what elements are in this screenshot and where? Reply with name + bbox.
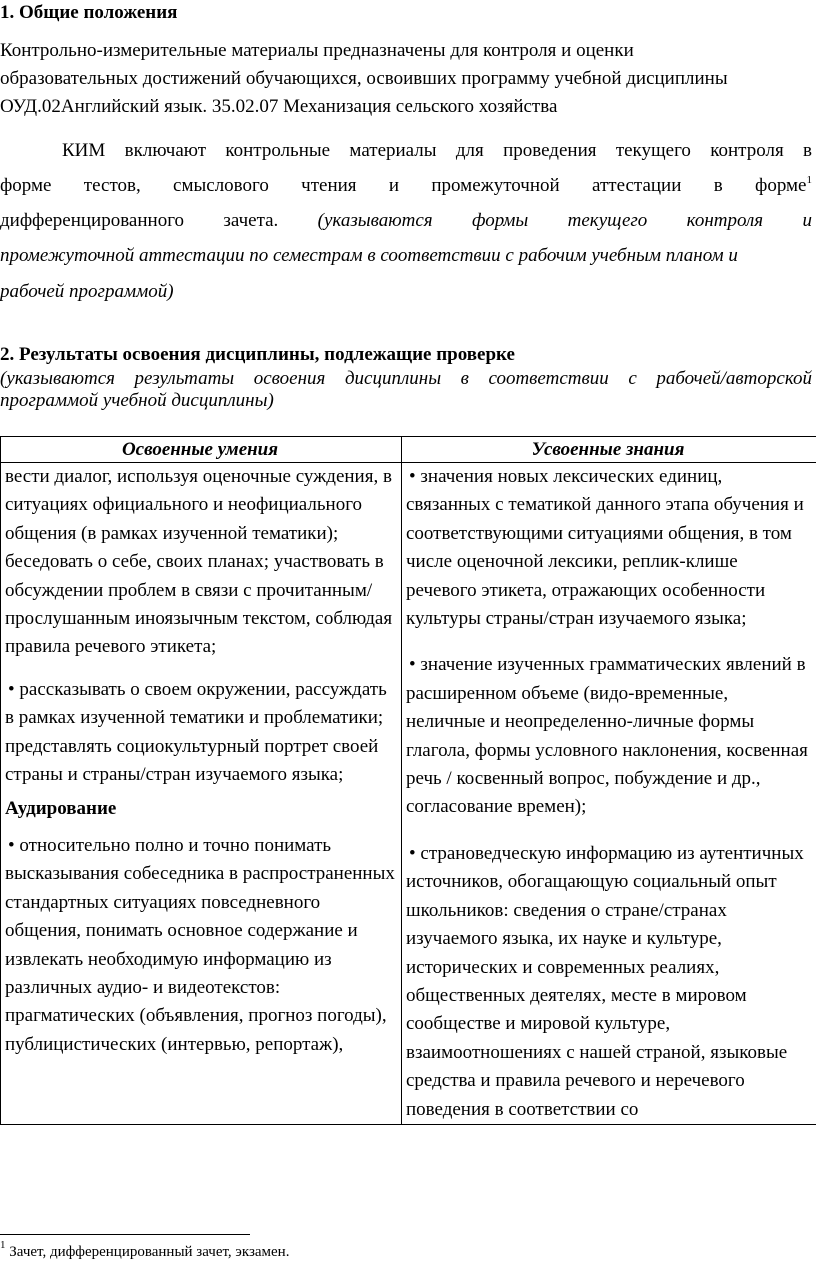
kim-line-2-text: форме тестов, смыслового чтения и промежуточной аттестации в форме xyxy=(0,175,807,196)
header-knowledge: Усвоенные знания xyxy=(402,437,816,463)
skill-narrate xyxy=(5,676,395,790)
table-row xyxy=(1,463,816,1125)
knowledge-cell xyxy=(402,463,816,1125)
kim-line-5: рабочей программой) xyxy=(0,281,174,302)
knowledge-grammar-text: значение изученных грамматических явлений в расширенном объеме (видо-временные, неличные и неопределенно-личные формы глагола, формы условного наклонения, косвенная речь / косвенный вопрос, побуждение и др., согласование времен); xyxy=(406,654,808,818)
section-2-note-line-1: (указываются результаты освоения дисциплины в соответствии с рабочей/авторской xyxy=(0,368,812,389)
skill-narrate-text: рассказывать о своем окружении, рассуждать в рамках изученной тематики и проблематики; представлять социокультурный портрет своей страны и страны/стран изучаемого языка; xyxy=(5,678,387,786)
results-table xyxy=(0,436,816,1125)
kim-line-3-normal: дифференцированного зачета. xyxy=(0,210,279,231)
kim-line-2 xyxy=(0,174,812,198)
footnote-text: Зачет, дифференцированный зачет, экзамен. xyxy=(9,1244,290,1260)
bullet-icon: • xyxy=(8,834,15,856)
footnote-mark: 1 xyxy=(0,1239,6,1251)
bullet-icon: • xyxy=(409,466,416,487)
intro-line-2: образовательных достижений обучающихся, освоивших программу учебной дисциплины xyxy=(0,68,728,89)
skill-listening xyxy=(5,832,395,1059)
footnote-divider xyxy=(0,1234,250,1235)
kim-line-3-italic: (указываются формы текущего контроля и xyxy=(317,210,812,231)
knowledge-lexical xyxy=(406,463,810,633)
bullet-icon: • xyxy=(409,654,416,676)
header-skills: Освоенные умения xyxy=(1,437,402,463)
kim-line-4: промежуточной аттестации по семестрам в соответствии с рабочим учебным планом и xyxy=(0,245,738,266)
section-1-heading: 1. Общие положения xyxy=(0,2,178,23)
kim-line-1: КИМ включают контрольные материалы для проведения текущего контроля в xyxy=(62,140,812,161)
table-header-row xyxy=(1,437,816,463)
bullet-icon: • xyxy=(8,678,15,700)
knowledge-country xyxy=(406,840,810,1124)
knowledge-lexical-text: значения новых лексических единиц, связанных с тематикой данного этапа обучения и соответствующими ситуациями общения, в том числе оценочной лексики, реплик-клише речевого этикета, отражающих особенности культуры страны/стран изучаемого языка; xyxy=(406,466,804,630)
knowledge-grammar xyxy=(406,651,810,821)
footnote-mark-ref: 1 xyxy=(806,174,812,186)
footnote xyxy=(0,1239,290,1261)
skill-listening-text: относительно полно и точно понимать высказывания собеседника в распространенных стандартных ситуациях повседневного общения, понимать основное содержание и извлекать необходимую информацию из различных аудио- и видеотекстов: прагматических (объявления, прогноз погоды), публицистических (интервью, репортаж), xyxy=(5,834,395,1055)
bullet-icon: • xyxy=(409,842,416,864)
section-2-heading: 2. Результаты освоения дисциплины, подлежащие проверке xyxy=(0,344,515,365)
knowledge-country-text: страноведческую информацию из аутентичных источников, обогащающую социальный опыт школьников: сведения о стране/странах изучаемого языка, их науке и культуре, исторических и современных реалиях, общественных деятелях, месте в мировом сообществе и мировой культуре, взаимоотношениях с нашей страной, языковые средства и правила речевого и неречевого поведения в соответствии со xyxy=(406,842,804,1120)
skill-dialogue: вести диалог, используя оценочные суждения, в ситуациях официального и неофициального общения (в рамках изученной тематики); беседовать о себе, своих планах; участвовать в обсуждении проблем в связи с прочитанным/прослушанным иноязычным текстом, соблюдая правила речевого этикета; xyxy=(5,466,393,658)
intro-line-3: ОУД.02Английский язык. 35.02.07 Механизация сельского хозяйства xyxy=(0,96,558,117)
kim-line-3 xyxy=(0,209,812,233)
skills-cell xyxy=(1,463,402,1125)
section-2-note-line-2: программой учебной дисциплины) xyxy=(0,390,274,411)
listening-subheading: Аудирование xyxy=(5,798,117,820)
intro-line-1: Контрольно-измерительные материалы предназначены для контроля и оценки xyxy=(0,40,634,61)
